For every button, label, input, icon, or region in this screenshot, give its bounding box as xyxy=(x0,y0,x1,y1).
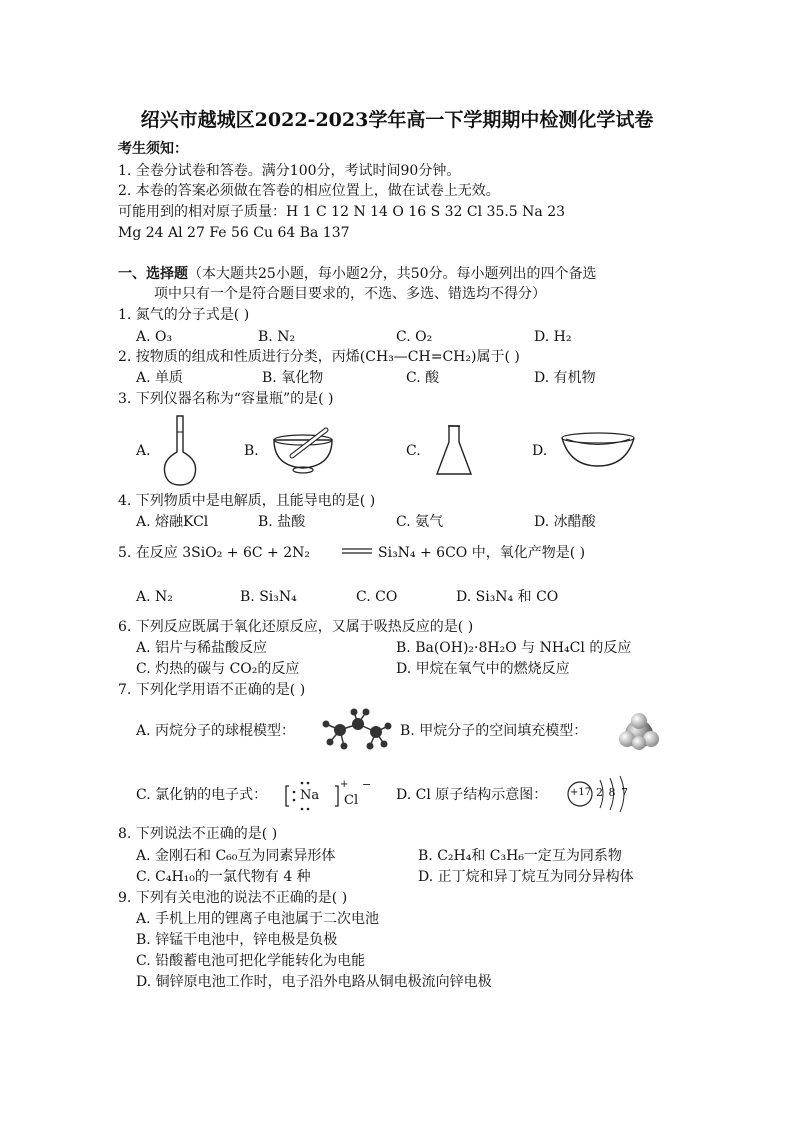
q3-option-a: A. xyxy=(136,443,151,459)
q6-option-d: D. 甲烷在氧气中的燃烧反应 xyxy=(396,661,570,677)
erlenmeyer-flask-icon xyxy=(434,424,474,478)
section-title: 一、选择题 xyxy=(118,266,188,282)
q7-stem: 7. 下列化学用语不正确的是( ) xyxy=(118,682,306,698)
q2-stem: 2. 按物质的组成和性质进行分类，丙烯(CH₃—CH=CH₂)属于( ) xyxy=(118,349,520,365)
q4-option-b: B. 盐酸 xyxy=(258,514,306,530)
q2-option-c: C. 酸 xyxy=(406,370,440,386)
volumetric-flask-icon xyxy=(160,414,200,488)
na-symbol: Na xyxy=(300,788,320,803)
q7-option-d: D. Cl 原子结构示意图： xyxy=(396,787,548,803)
electron-shells: 2 8 7 xyxy=(596,786,629,799)
section-desc-1: （本大题共25小题，每小题2分，共50分。每小题列出的四个备选 xyxy=(188,266,597,282)
atomic-mass-line-2: Mg 24 Al 27 Fe 56 Cu 64 Ba 137 xyxy=(118,225,350,241)
nucleus-charge: +17 xyxy=(570,787,592,798)
q5-option-c: C. CO xyxy=(356,589,398,605)
notice-item-2: 2. 本卷的答案必须做在答卷的相应位置上，做在试卷上无效。 xyxy=(118,183,500,199)
q1-option-a: A. O₃ xyxy=(136,329,173,345)
q4-option-d: D. 冰醋酸 xyxy=(534,514,596,530)
q9-option-d: D. 铜锌原电池工作时，电子沿外电路从铜电极流向锌电极 xyxy=(136,974,492,990)
cl-symbol: Cl xyxy=(344,793,359,808)
propane-ball-stick-model-icon xyxy=(318,708,392,752)
page-title: 绍兴市越城区2022-2023学年高一下学期期中检测化学试卷 xyxy=(140,109,654,131)
q8-option-b: B. C₂H₄和 C₃H₆一定互为同系物 xyxy=(418,848,622,864)
q6-option-a: A. 铝片与稀盐酸反应 xyxy=(136,640,268,656)
q6-option-b: B. Ba(OH)₂·8H₂O 与 NH₄Cl 的反应 xyxy=(396,640,632,656)
q2-option-b: B. 氧化物 xyxy=(262,370,324,386)
q8-option-c: C. C₄H₁₀的一氯代物有 4 种 xyxy=(136,869,311,885)
cl-atom-structure-diagram xyxy=(566,774,636,814)
q5-stem-prefix: 5. 在反应 3SiO₂ + 6C + 2N₂ xyxy=(118,545,310,561)
q4-option-c: C. 氨气 xyxy=(396,514,444,530)
q3-option-c: C. xyxy=(406,443,421,459)
q7-option-c: C. 氯化钠的电子式： xyxy=(136,787,268,803)
q5-option-b: B. Si₃N₄ xyxy=(240,589,297,605)
q2-option-d: D. 有机物 xyxy=(534,370,596,386)
q7-option-a: A. 丙烷分子的球棍模型： xyxy=(136,723,296,739)
q8-stem: 8. 下列说法不正确的是( ) xyxy=(118,826,278,842)
q8-option-d: D. 正丁烷和异丁烷互为同分异构体 xyxy=(418,869,634,885)
notice-heading: 考生须知： xyxy=(118,141,188,157)
minus-charge: − xyxy=(362,778,372,791)
q5-option-a: A. N₂ xyxy=(136,589,173,605)
mortar-pestle-icon xyxy=(270,426,336,476)
q3-stem: 3. 下列仪器名称为“容量瓶”的是( ) xyxy=(118,391,334,407)
q2-option-a: A. 单质 xyxy=(136,370,184,386)
q9-option-b: B. 锌锰干电池中，锌电极是负极 xyxy=(136,932,338,948)
atomic-mass-line-1: 可能用到的相对原子质量：H 1 C 12 N 14 O 16 S 32 Cl 35.5 Na 23 xyxy=(118,204,566,220)
q7-option-b: B. 甲烷分子的空间填充模型： xyxy=(400,723,588,739)
q4-stem: 4. 下列物质中是电解质，且能导电的是( ) xyxy=(118,493,376,509)
methane-space-filling-model-icon xyxy=(616,712,662,752)
evaporating-dish-icon xyxy=(558,430,638,470)
q6-option-c: C. 灼热的碳与 CO₂的反应 xyxy=(136,661,300,677)
q9-stem: 9. 下列有关电池的说法不正确的是( ) xyxy=(118,890,348,906)
q9-option-c: C. 铅酸蓄电池可把化学能转化为电能 xyxy=(136,953,366,969)
q5-option-d: D. Si₃N₄ 和 CO xyxy=(456,589,559,605)
q1-option-b: B. N₂ xyxy=(258,329,296,345)
q3-option-b: B. xyxy=(244,443,259,459)
plus-charge: + xyxy=(340,779,349,790)
q5-stem-suffix: Si₃N₄ + 6CO 中，氧化产物是( ) xyxy=(378,545,586,561)
q6-stem: 6. 下列反应既属于氧化还原反应，又属于吸热反应的是( ) xyxy=(118,619,474,635)
q9-option-a: A. 手机上用的锂离子电池属于二次电池 xyxy=(136,911,380,927)
q4-option-a: A. 熔融KCl xyxy=(136,514,209,530)
section-heading xyxy=(118,265,597,283)
q8-option-a: A. 金刚石和 C₆₀互为同素异形体 xyxy=(136,848,336,864)
notice-item-1: 1. 全卷分试卷和答卷。满分100分，考试时间90分钟。 xyxy=(118,163,461,179)
equals-sign-icon xyxy=(342,547,372,555)
q1-option-d: D. H₂ xyxy=(534,329,572,345)
nacl-electron-formula xyxy=(284,778,380,814)
q1-stem: 1. 氮气的分子式是( ) xyxy=(118,307,250,323)
section-desc-2: 项中只有一个是符合题目要求的，不选、多选、错选均不得分） xyxy=(154,286,546,302)
q3-option-d: D. xyxy=(532,443,548,459)
q1-option-c: C. O₂ xyxy=(396,329,433,345)
